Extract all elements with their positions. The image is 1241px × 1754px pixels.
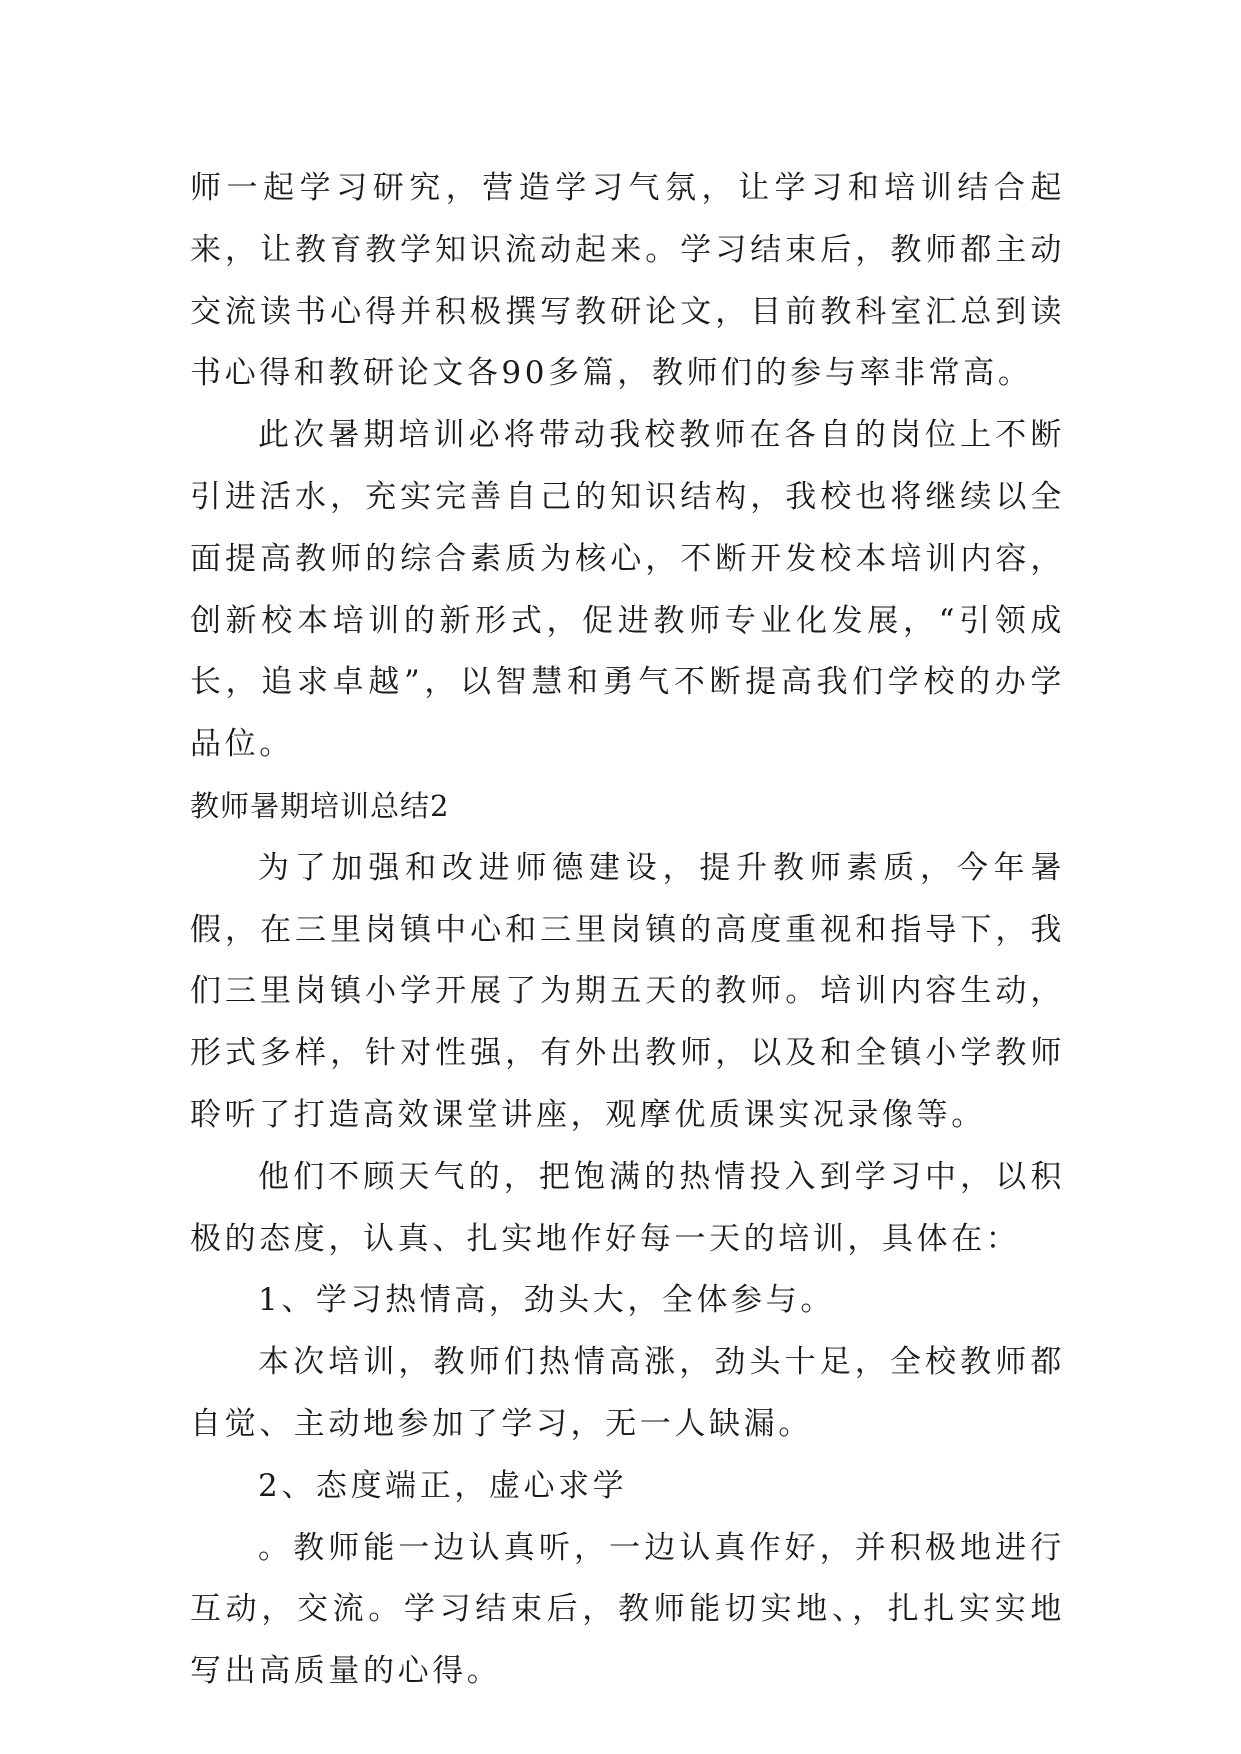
paragraph-1: 师一起学习研究，营造学习气氛，让学习和培训结合起来，让教育教学知识流动起来。学习结束后，教师都主动交流读书心得并积极撰写教研论文，目前教科室汇总到读书心得和教研论文各90多篇，教师们的参与率非常高。 bbox=[190, 170, 1065, 392]
paragraph-6: 。教师能一边认真听，一边认真作好，并积极地进行互动，交流。学习结束后，教师能切实地、，扎扎实实地写出高质量的心得。 bbox=[190, 1529, 1065, 1690]
paragraph-3: 为了加强和改进师德建设，提升教师素质，今年暑假，在三里岗镇中心和三里岗镇的高度重视和指导下，我们三里岗镇小学开展了为期五天的教师。培训内容生动，形式多样，针对性强，有外出教师，以及和全镇小学教师聆听了打造高效课堂讲座，观摩优质课实况录像等。 bbox=[190, 849, 1065, 1133]
list-item-1: 1、学习热情高，劲头大，全体参与。 bbox=[258, 1282, 835, 1319]
paragraph-5: 本次培训，教师们热情高涨，劲头十足，全校教师都自觉、主动地参加了学习，无一人缺漏。 bbox=[190, 1344, 1065, 1442]
document-body bbox=[190, 158, 1065, 1703]
paragraph-2: 此次暑期培训必将带动我校教师在各自的岗位上不断引进活水，充实完善自己的知识结构，我校也将继续以全面提高教师的综合素质为核心，不断开发校本培训内容，创新校本培训的新形式，促进教师专业化发展，“引领成长，追求卓越”，以智慧和勇气不断提高我们学校的办学品位。 bbox=[190, 417, 1065, 763]
section-heading: 教师暑期培训总结2 bbox=[190, 788, 450, 823]
paragraph-4: 他们不顾天气的，把饱满的热情投入到学习中，以积极的态度，认真、扎实地作好每一天的培训，具体在： bbox=[190, 1158, 1065, 1257]
list-item-2: 2、态度端正，虚心求学 bbox=[258, 1467, 628, 1504]
